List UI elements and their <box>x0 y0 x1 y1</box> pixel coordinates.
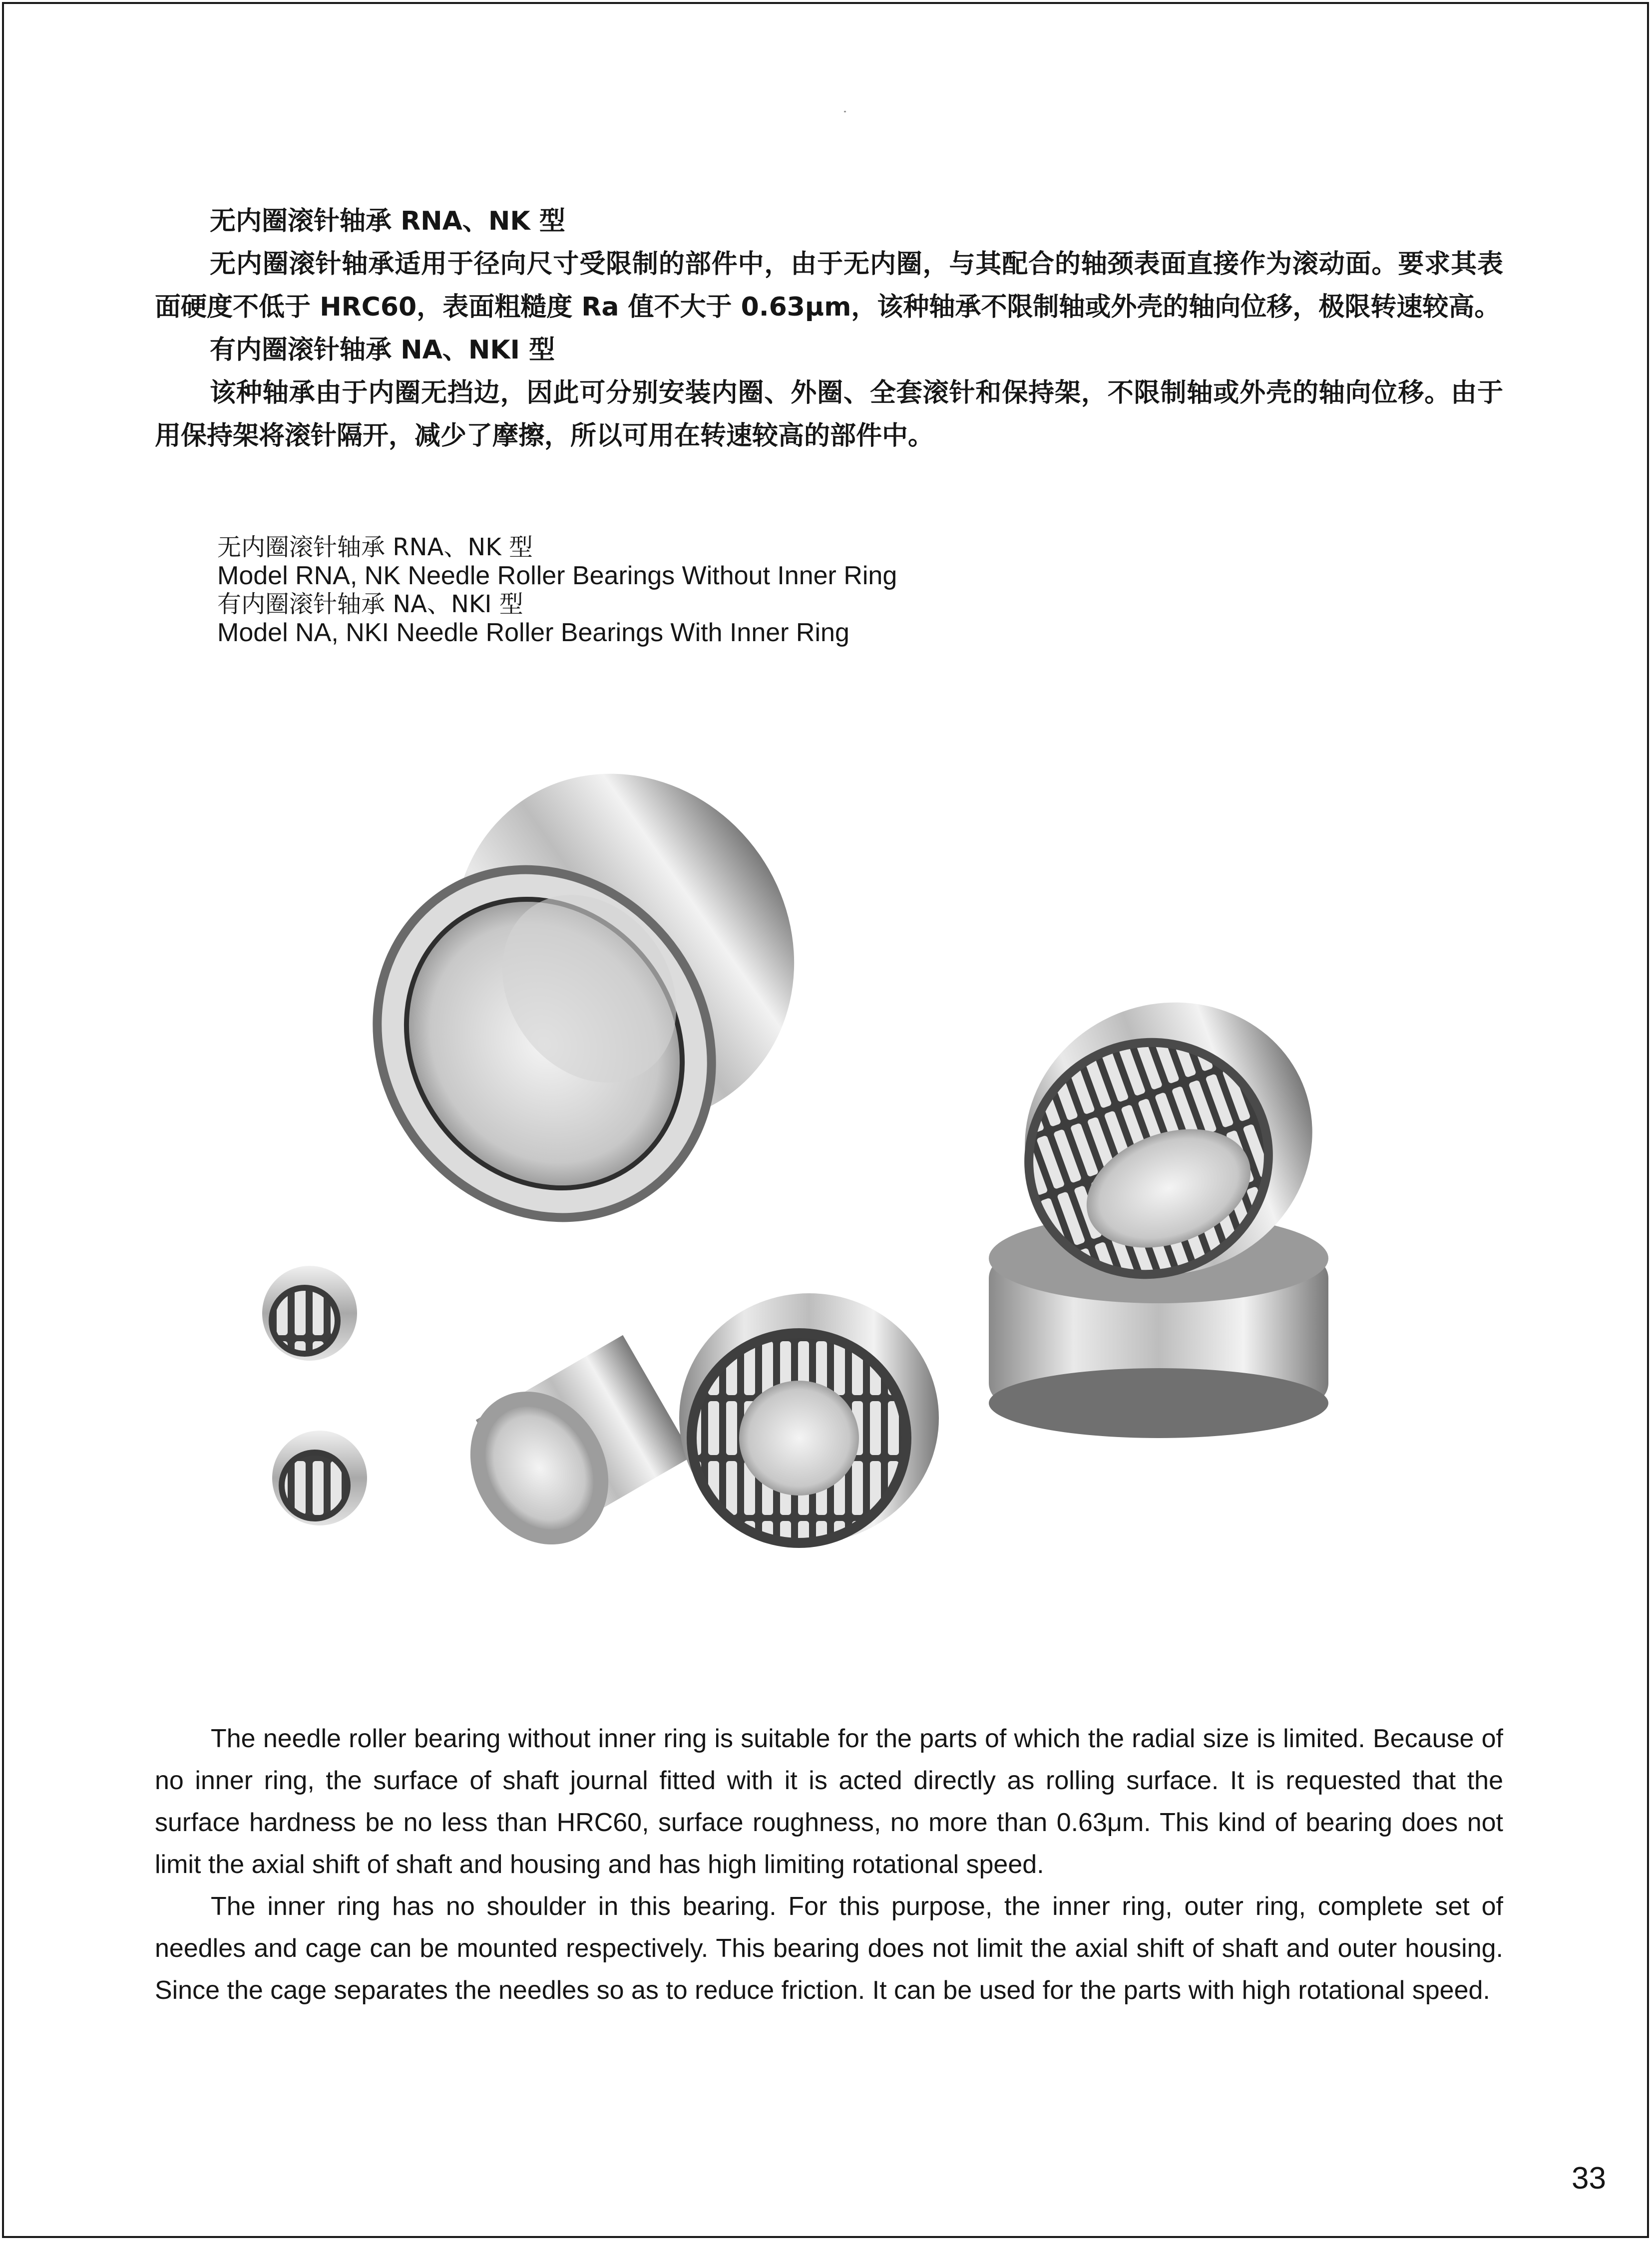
page-number: 33 <box>1572 2161 1606 2196</box>
small-bearing-top <box>262 1266 357 1361</box>
caption-en-rna: Model RNA, NK Needle Roller Bearings Without Inner Ring <box>217 561 897 590</box>
cn-heading-na: 有内圈滚针轴承 NA、NKI 型 <box>210 335 555 365</box>
inner-ring <box>443 1335 693 1570</box>
caption-en-na: Model NA, NKI Needle Roller Bearings With Inner Ring <box>217 618 849 647</box>
cn-paragraph-rna: 无内圈滚针轴承适用于径向尺寸受限制的部件中，由于无内圈，与其配合的轴颈表面直接作为滚动面。要求其表面硬度不低于 HRC60，表面粗糙度 Ra 值不大于 0.63μm，该种轴承不限制轴或外壳的轴向位移，极限转速较高。 <box>155 249 1503 322</box>
needle-roller-bearing-photo <box>220 739 1428 1648</box>
en-paragraph-1: The needle roller bearing without inner ring is suitable for the parts of which the radial size is limited. Because of no inner ring, the surface of shaft journal fitted with it is acted directly as rolling surface. It is requested that the surface hardness be no less than HRC60, surface roughness, no more than 0.63μm. This kind of bearing does not limit the axial shift of shaft and housing and has high limiting rotational speed. <box>155 1724 1503 1879</box>
cn-heading-rna: 无内圈滚针轴承 RNA、NK 型 <box>210 206 565 236</box>
caption-cn-rna: 无内圈滚针轴承 RNA、NK 型 <box>217 533 533 561</box>
en-paragraph-2: The inner ring has no shoulder in this bearing. For this purpose, the inner ring, outer ring, complete set of needles and cage can be mounted respectively. This bearing does not limit the axial shift of shaft and outer housing. Since the cage separates the needles so as to reduce friction. It can be used for the parts with high rotational speed. <box>155 1892 1503 2005</box>
large-bearing <box>303 739 862 1289</box>
caption-cn-na: 有内圈滚针轴承 NA、NKI 型 <box>217 590 523 618</box>
figure-caption <box>217 533 1116 647</box>
scan-speck <box>844 111 846 112</box>
cn-description <box>155 200 1503 457</box>
cn-paragraph-na: 该种轴承由于内圈无挡边，因此可分别安装内圈、外圈、全套滚针和保持架，不限制轴或外壳的轴向位移。由于用保持架将滚针隔开，减少了摩擦，所以可用在转速较高的部件中。 <box>155 378 1503 451</box>
en-description <box>155 1718 1503 2011</box>
small-bearing-bottom <box>272 1431 367 1525</box>
na-bearing <box>679 1293 939 1548</box>
